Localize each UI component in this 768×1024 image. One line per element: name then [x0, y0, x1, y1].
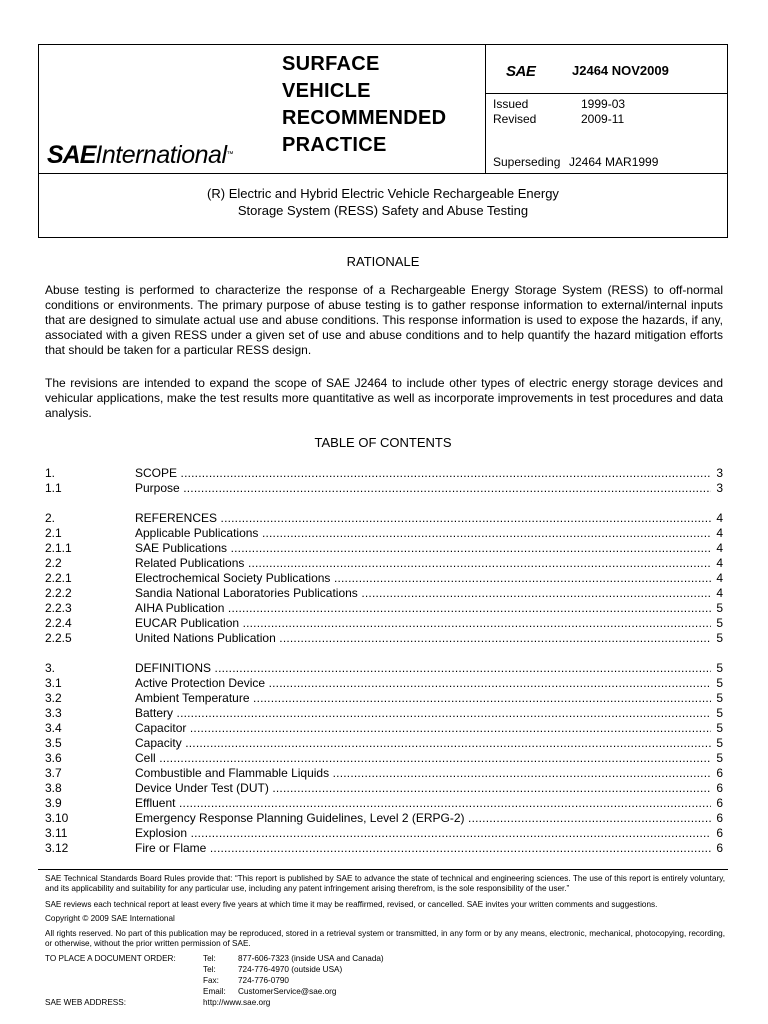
- toc-entry-number: 2.2.5: [45, 631, 72, 645]
- toc-entry-title: Explosion .....: [135, 826, 711, 841]
- toc-entry-number: 1.: [45, 466, 56, 480]
- rationale-paragraph-1: Abuse testing is performed to characterize the response of a Rechargeable Energy Storage System (RESS) to off-normal conditions or environments. The primary purpose of abuse testing is to gather response information to external/internal inputs that are designed to simulate actual use and abuse conditions. This response information is used to expose the hazards, if any, associated with a given RESS under a given set of use and abuse conditions and to help quantify the hazard mitigation efforts that should be taken for a particular RESS design.: [45, 283, 723, 357]
- tel-number-1: 877-606-7323 (inside USA and Canada): [238, 954, 384, 963]
- toc-entry[interactable]: [45, 736, 723, 751]
- toc-entry-title: AIHA Publication .....: [135, 601, 711, 616]
- toc-entry-title: SAE Publications .....: [135, 541, 711, 556]
- document-number-row: [486, 45, 728, 94]
- toc-entry-title: Effluent .....: [135, 796, 711, 811]
- toc-entry-title: Combustible and Flammable Liquids .....: [135, 766, 711, 781]
- web-label: SAE WEB ADDRESS:: [45, 998, 126, 1007]
- rights-text: All rights reserved. No part of this publication may be reproduced, stored in a retrieval system or transmitted, in any form or by any means, electronic, mechanical, photocopying, recording, or otherwise, without the prior written permission of SAE.: [45, 929, 725, 948]
- toc-entry-page: 5: [716, 706, 723, 720]
- toc-entry[interactable]: [45, 586, 723, 601]
- toc-entry-number: 2.2.1: [45, 571, 72, 585]
- toc-entry-title: Related Publications .....: [135, 556, 711, 571]
- toc-entry-number: 3.5: [45, 736, 62, 750]
- toc-entry-page: 4: [716, 526, 723, 540]
- toc-entry-title: SCOPE .....: [135, 466, 711, 481]
- toc-entry[interactable]: [45, 826, 723, 841]
- toc-entry-number: 3.7: [45, 766, 62, 780]
- toc-entry-title: Ambient Temperature .....: [135, 691, 711, 706]
- toc-entry[interactable]: [45, 556, 723, 571]
- toc-entry-page: 4: [716, 541, 723, 555]
- issued-label: Issued: [493, 97, 529, 111]
- toc-entry-number: 3.6: [45, 751, 62, 765]
- toc-entry-page: 4: [716, 511, 723, 525]
- toc-entry-title: Fire or Flame .....: [135, 841, 711, 856]
- toc-entry-number: 3.: [45, 661, 56, 675]
- toc-entry-page: 5: [716, 631, 723, 645]
- toc-entry[interactable]: [45, 481, 723, 496]
- logo-cell: [39, 45, 279, 173]
- toc-entry[interactable]: [45, 676, 723, 691]
- document-type: SURFACE VEHICLE RECOMMENDED PRACTICE: [282, 53, 447, 156]
- toc-entry-title: Applicable Publications .....: [135, 526, 711, 541]
- revised-label: Revised: [493, 112, 537, 126]
- toc-entry-number: 2.: [45, 511, 56, 525]
- toc-entry[interactable]: [45, 571, 723, 586]
- toc-entry-title: Purpose .....: [135, 481, 711, 496]
- toc-entry[interactable]: [45, 601, 723, 616]
- review-text: SAE reviews each technical report at least every five years at which time it may be reaffirmed, revised, or cancelled. SAE invites your written comments and suggestions.: [45, 900, 658, 909]
- toc-entry[interactable]: [45, 721, 723, 736]
- toc-entry-title: Capacity .....: [135, 736, 711, 751]
- document-header: [38, 44, 728, 238]
- toc-entry[interactable]: [45, 781, 723, 796]
- sae-international-logo: SAEInternational™: [47, 141, 234, 169]
- toc-entry[interactable]: [45, 466, 723, 481]
- toc-entry[interactable]: [45, 796, 723, 811]
- toc-entry-page: 6: [716, 841, 723, 855]
- toc-entry-number: 3.12: [45, 841, 69, 855]
- toc-entry[interactable]: [45, 661, 723, 676]
- toc-entry-number: 2.2.3: [45, 601, 72, 615]
- toc-entry[interactable]: [45, 811, 723, 826]
- toc-entry-page: 5: [716, 601, 723, 615]
- toc-entry-number: 3.8: [45, 781, 62, 795]
- toc-entry[interactable]: [45, 526, 723, 541]
- footer-rule: [38, 869, 728, 870]
- rationale-paragraph-2: The revisions are intended to expand the scope of SAE J2464 to include other types of electric energy storage devices and vehicular applications, make the test results more quantitative as well as incorporate improvements in test procedures and data analysis.: [45, 376, 723, 420]
- toc-entry-page: 6: [716, 781, 723, 795]
- toc-entry-number: 2.2.2: [45, 586, 72, 600]
- toc-entry-title: Battery .....: [135, 706, 711, 721]
- toc-entry[interactable]: [45, 766, 723, 781]
- toc-entry-page: 6: [716, 811, 723, 825]
- email-link[interactable]: CustomerService@sae.org: [238, 987, 337, 996]
- toc-entry[interactable]: [45, 751, 723, 766]
- toc-entry-page: 4: [716, 586, 723, 600]
- order-label: TO PLACE A DOCUMENT ORDER:: [45, 954, 176, 963]
- document-info-cell: [485, 45, 728, 173]
- superseding-label: Superseding: [493, 155, 561, 169]
- fax-label: Fax:: [203, 976, 219, 985]
- toc-entry[interactable]: [45, 706, 723, 721]
- toc-entry-number: 3.9: [45, 796, 62, 810]
- toc-entry-page: 4: [716, 556, 723, 570]
- toc-entry-page: 5: [716, 691, 723, 705]
- toc-entry[interactable]: [45, 631, 723, 646]
- toc-entry-page: 4: [716, 571, 723, 585]
- header-top-row: [39, 45, 727, 174]
- toc-entry-page: 3: [716, 481, 723, 495]
- toc-entry-number: 2.1.1: [45, 541, 72, 555]
- toc-entry-title: Device Under Test (DUT) .....: [135, 781, 711, 796]
- toc-entry-number: 1.1: [45, 481, 62, 495]
- revised-value: 2009-11: [581, 112, 625, 126]
- email-label: Email:: [203, 987, 226, 996]
- toc-entry[interactable]: [45, 691, 723, 706]
- fax-number: 724-776-0790: [238, 976, 289, 985]
- tel-label-1: Tel:: [203, 954, 216, 963]
- toc-entry[interactable]: [45, 841, 723, 856]
- toc-entry-title: REFERENCES .....: [135, 511, 711, 526]
- toc-entry-number: 2.2: [45, 556, 62, 570]
- toc-entry[interactable]: [45, 541, 723, 556]
- toc-entry-number: 3.11: [45, 826, 68, 840]
- toc-entry-number: 3.3: [45, 706, 62, 720]
- toc-entry[interactable]: [45, 616, 723, 631]
- tel-number-2: 724-776-4970 (outside USA): [238, 965, 343, 974]
- sae-small-logo: SAE: [506, 63, 536, 80]
- toc-heading: TABLE OF CONTENTS: [314, 435, 452, 450]
- superseding-value: J2464 MAR1999: [569, 155, 659, 169]
- toc-entry-page: 5: [716, 616, 723, 630]
- toc-entry-page: 5: [716, 751, 723, 765]
- toc-entry-title: DEFINITIONS .....: [135, 661, 711, 676]
- document-title: (R) Electric and Hybrid Electric Vehicle Rechargeable Energy Storage System (RESS) Safety and Abuse Testing: [207, 186, 559, 218]
- toc-entry-page: 5: [716, 721, 723, 735]
- toc-entry-title: Sandia National Laboratories Publications .....: [135, 586, 711, 601]
- copyright-text: Copyright © 2009 SAE International: [45, 914, 175, 923]
- toc-entry-page: 5: [716, 736, 723, 750]
- toc-entry-title: Electrochemical Society Publications .....: [135, 571, 711, 586]
- toc-entry-number: 3.10: [45, 811, 69, 825]
- toc-entry-title: United Nations Publication .....: [135, 631, 711, 646]
- toc-entry-number: 2.2.4: [45, 616, 72, 630]
- toc-entry-page: 6: [716, 766, 723, 780]
- toc-entry-title: Cell .....: [135, 751, 711, 766]
- document-number: J2464 NOV2009: [572, 63, 669, 78]
- web-link[interactable]: http://www.sae.org: [203, 998, 271, 1007]
- toc-entry-number: 3.1: [45, 676, 62, 690]
- toc-entry-number: 3.4: [45, 721, 62, 735]
- toc-entry-title: EUCAR Publication .....: [135, 616, 711, 631]
- toc-entry-page: 5: [716, 676, 723, 690]
- toc-entry-page: 6: [716, 826, 723, 840]
- toc-entry-title: Active Protection Device .....: [135, 676, 711, 691]
- toc-entry[interactable]: [45, 511, 723, 526]
- rationale-heading: RATIONALE: [346, 254, 420, 269]
- tel-label-2: Tel:: [203, 965, 216, 974]
- board-rules-text: SAE Technical Standards Board Rules provide that: “This report is published by SAE to advance the state of technical and engineering sciences. The use of this report is entirely voluntary, and its applicability and suitability for any particular use, including any patent infringement arising therefrom, is the sole responsibility of the user.”: [45, 874, 725, 893]
- toc-entry-number: 3.2: [45, 691, 62, 705]
- toc-entry-title: Emergency Response Planning Guidelines, Level 2 (ERPG-2) .....: [135, 811, 711, 826]
- toc-entry-page: 6: [716, 796, 723, 810]
- toc-entry-page: 3: [716, 466, 723, 480]
- toc-entry-title: Capacitor .....: [135, 721, 711, 736]
- issued-value: 1999-03: [581, 97, 626, 111]
- toc-entry-page: 5: [716, 661, 723, 675]
- toc-entry-number: 2.1: [45, 526, 62, 540]
